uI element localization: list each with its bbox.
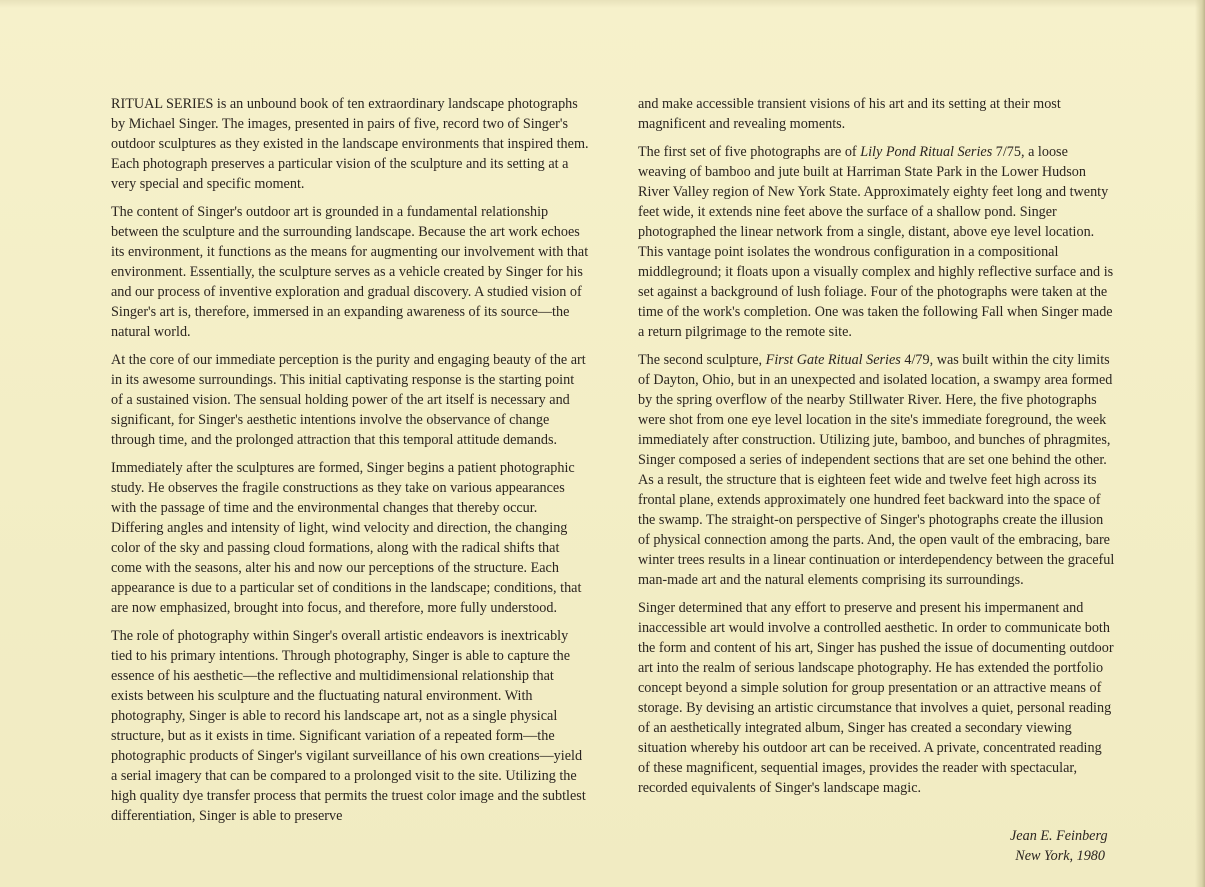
paragraph-first-set [638, 142, 1116, 342]
paragraph-role-of-photography: The role of photography within Singer's overall artistic endeavors is inextricably tied to his primary intentions. Through photography, Singer is able to capture the essence of his aesthetic—the reflective and multidimensional relationship that exists between his sculpture and the fluctuating natural environment. With photography, Singer is able to record his landscape art, not as a single physical structure, but as it exists in time. Significant variation of a repeated form—the photographic products of Singer's vigilant surveillance of his own creations—yield a serial imagery that can be compared to a prolonged visit to the site. Utilizing the high quality dye transfer process that permits the truest color image and the subtlest differentiation, Singer is able to preserve [111, 628, 586, 824]
left-text-column [111, 94, 589, 834]
paragraph-continuation: and make accessible transient visions of his art and its setting at their most magnificent and revealing moments. [638, 96, 1061, 132]
first-gate-title: First Gate Ritual Series [765, 352, 901, 368]
paragraph-photographic-study: Immediately after the sculptures are formed, Singer begins a patient photographic study. He observes the fragile constructions as they take on various appearances with the passage of time and the environmental changes that thereby occur. Differing angles and intensity of light, wind velocity and direction, the changing color of the sky and passing cloud formations, along with the radical shifts that come with the seasons, alter his and now our perceptions of the structure. Each appearance is due to a particular set of conditions in the landscape; conditions, that are now emphasized, brought into focus, and therefore, more fully understood. [111, 460, 582, 616]
paragraph-perception: At the core of our immediate perception is the purity and engaging beauty of the art in its awesome surroundings. This initial captivating response is the starting point of a sustained vision. The sensual holding power of the art itself is necessary and significant, for Singer's aesthetic intentions involve the observance of change through time, and the prolonged attraction that this temporal attitude demands. [111, 352, 586, 448]
author-name: Jean E. Feinberg [1010, 828, 1108, 844]
place-and-date: New York, 1980 [1015, 848, 1105, 864]
paragraph-second-sculpture [638, 350, 1116, 590]
paragraph-conclusion: Singer determined that any effort to preserve and present his impermanent and inaccessible art would involve a controlled aesthetic. In order to communicate both the form and content of his art, Singer has pushed the issue of documenting outdoor art into the realm of serious landscape photography. He has extended the portfolio concept beyond a simple solution for group presentation or an attractive means of storage. By devising an artistic circumstance that involves a quiet, personal reading of an aesthetically integrated album, Singer has created a secondary viewing situation whereby his outdoor art can be received. A private, concentrated reading of these magnificent, sequential images, provides the reader with spectacular, recorded equivalents of Singer's landscape magic. [638, 600, 1114, 796]
lily-pond-title: Lily Pond Ritual Series [860, 144, 993, 160]
second-sculpture-text-before: The second sculpture, [638, 352, 766, 368]
first-set-text-before: The first set of five photographs are of [638, 144, 861, 160]
author-signature [1010, 826, 1108, 866]
first-set-text-after: 7/75, a loose weaving of bamboo and jute built at Harriman State Park in the Lower Hudson River Valley region of New York State. Approximately eighty feet long and twenty feet wide, it extends nine feet above the surface of a shallow pond. Singer photographed the linear network from a single, distant, above eye level location. This vantage point isolates the wondrous configuration in a compositional middleground; it floats upon a visually complex and highly reflective surface and is set against a background of lush foliage. Four of the photographs were taken at the time of the work's completion. One was taken the following Fall when Singer made a return pilgrimage to the remote site. [638, 144, 1114, 340]
paragraph-intro: RITUAL SERIES is an unbound book of ten extraordinary landscape photographs by Michael Singer. The images, presented in pairs of five, record two of Singer's outdoor sculptures as they existed in the landscape environments that inspired them. Each photograph preserves a particular vision of the sculpture and its setting at a very special and specific moment. [111, 96, 589, 192]
right-text-column [638, 94, 1116, 806]
paper-top-edge [0, 0, 1205, 8]
paragraph-content: The content of Singer's outdoor art is grounded in a fundamental relationship between the sculpture and the surrounding landscape. Because the art work echoes its environment, it functions as the means for augmenting our involvement with that environment. Essentially, the sculpture serves as a vehicle created by Singer for his and our process of inventive exploration and gradual discovery. A studied vision of Singer's art is, therefore, immersed in an expanding awareness of its source—the natural world. [111, 204, 589, 340]
second-sculpture-text-after: 4/79, was built within the city limits of Dayton, Ohio, but in an unexpected and isolated location, a swampy area formed by the spring overflow of the nearby Stillwater River. Here, the five photographs were shot from one eye level location in the site's immediate foreground, the week immediately after construction. Utilizing jute, bamboo, and bunches of phragmites, Singer composed a series of independent sections that are set one behind the other. As a result, the structure that is eighteen feet wide and twelve feet high across its frontal plane, extends approximately one hundred feet backward into the space of the swamp. The straight-on perspective of Singer's photographs create the illusion of physical connection among the parts. And, the open vault of the embracing, bare winter trees results in a linear continuation or interdependency between the graceful man-made art and the natural elements comprising its surroundings. [638, 352, 1115, 588]
paper-right-edge [1195, 0, 1205, 887]
